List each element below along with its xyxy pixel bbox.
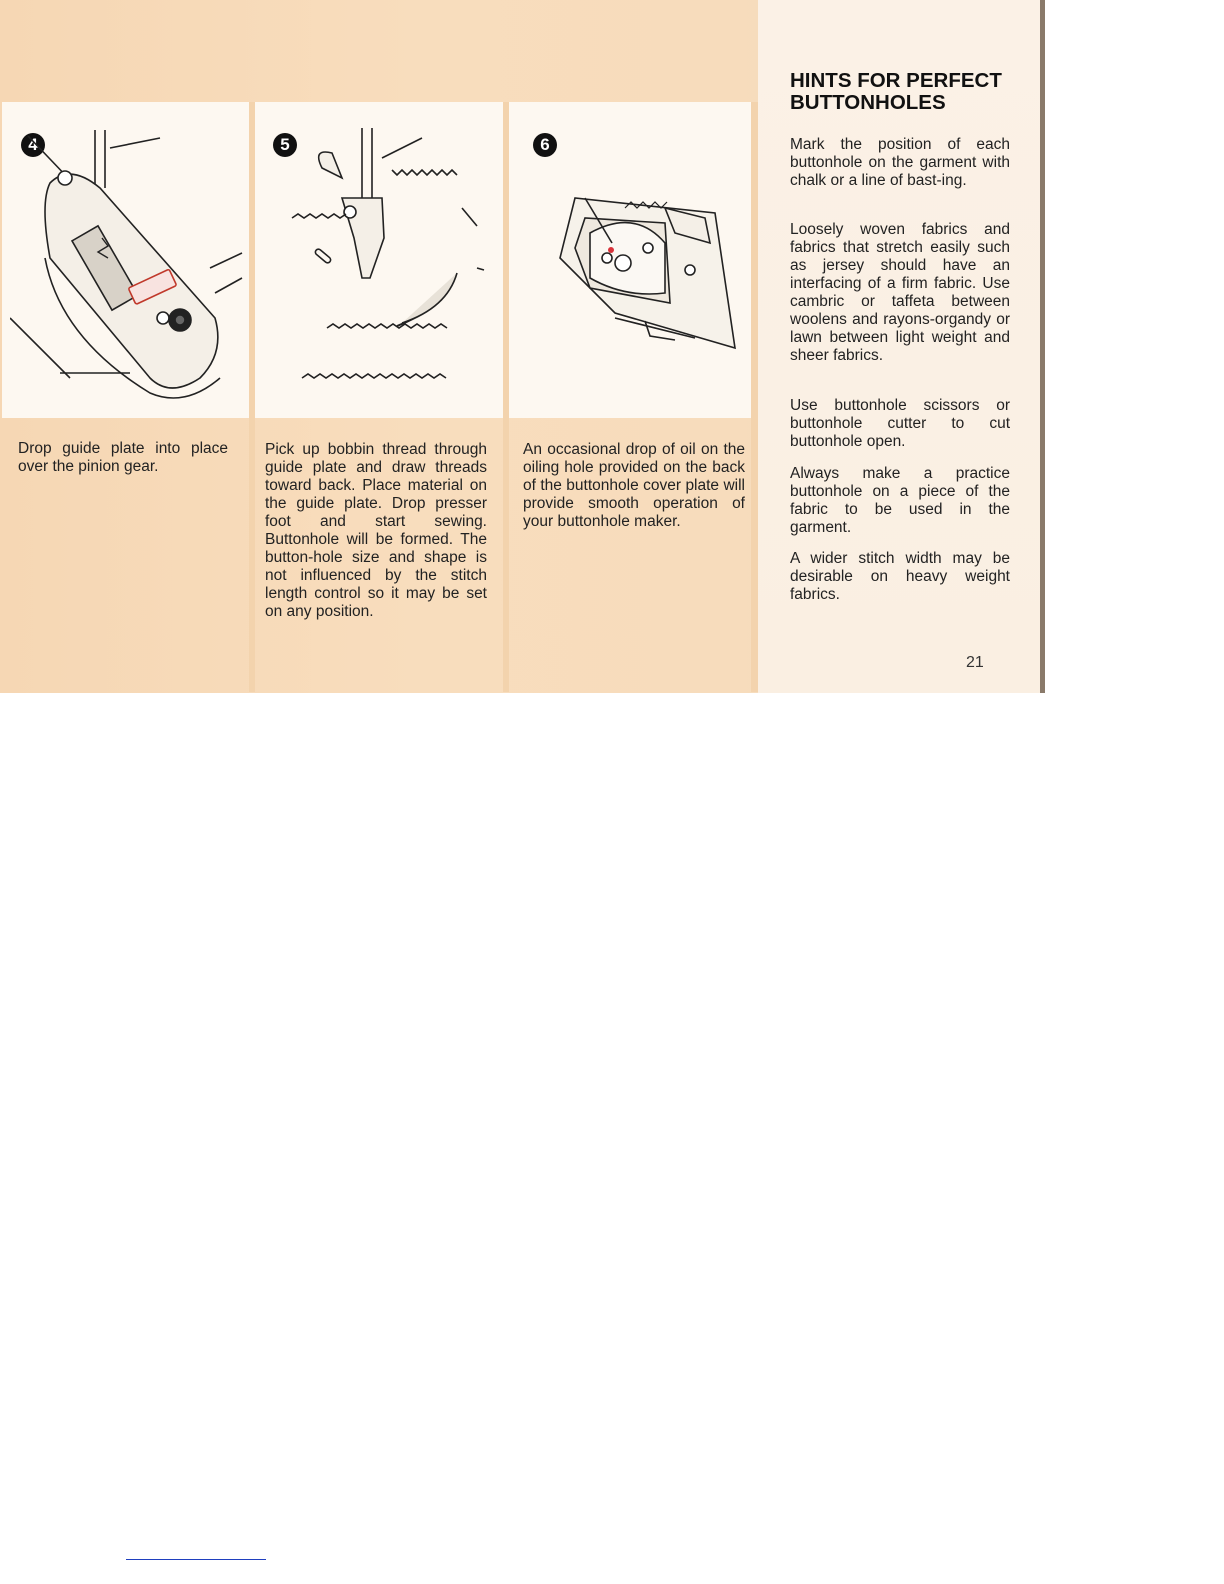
hint-paragraph: Loosely woven fabrics and fabrics that stretch easily such as jersey should have an interfacing of a firm fabric. Use cambric or taffeta between woolens and rayons-organdy or lawn between light weight and sheer fabrics. <box>790 221 1010 364</box>
hint-paragraph: Use buttonhole scissors or buttonhole cutter to cut buttonhole open. <box>790 397 1010 450</box>
manual-page <box>0 0 1045 693</box>
hint-paragraph: Always make a practice buttonhole on a piece of the fabric to be used in the garment. <box>790 465 1010 536</box>
step-6-caption: An occasional drop of oil on the oiling hole provided on the back of the buttonhole cover plate will provide smooth operation of your buttonhole maker. <box>523 441 745 530</box>
step-4-caption: Drop guide plate into place over the pinion gear. <box>18 440 228 475</box>
cover-plate-oiling-illustration <box>515 108 747 408</box>
page-number: 21 <box>966 654 984 671</box>
step-number-6: 6 <box>533 133 557 157</box>
hints-title <box>790 70 1020 114</box>
hint-paragraph: A wider stitch width may be desirable on heavy weight fabrics. <box>790 550 1010 603</box>
column-divider <box>249 102 255 692</box>
step-5-caption: Pick up bobbin thread through guide plate and draw threads toward back. Place material on the guide plate. Drop presser foot and start sewing. Buttonhole will be formed. The button-hole size and shape is not influenced by the stitch length control so it may be set on any position. <box>265 441 487 620</box>
hint-paragraph: Mark the position of each buttonhole on the garment with chalk or a line of bast-ing. <box>790 136 1010 189</box>
column-divider <box>503 102 509 692</box>
hints-title-line-2: BUTTONHOLES <box>790 91 946 114</box>
step-number-5: 5 <box>273 133 297 157</box>
buttonhole-attachment-illustration <box>10 108 245 408</box>
hints-title-line-1: HINTS FOR PERFECT <box>790 69 1002 92</box>
page-binding-edge <box>1040 0 1045 693</box>
column-divider <box>751 102 758 692</box>
presser-foot-fabric-illustration <box>262 108 497 408</box>
footer-rule <box>126 1559 266 1560</box>
step-number-4: 4 <box>21 133 45 157</box>
